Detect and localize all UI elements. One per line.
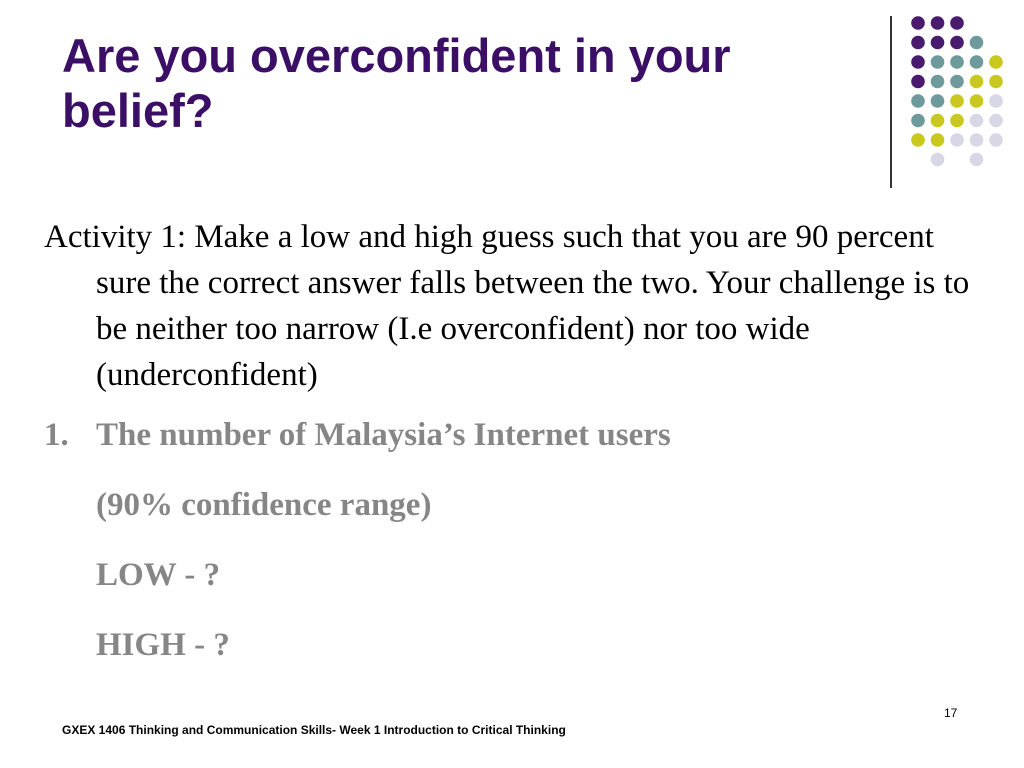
- question-text: The number of Malaysia’s Internet users: [96, 417, 671, 453]
- decorative-dot-lime: [931, 133, 945, 147]
- decorative-dot-lime: [970, 75, 984, 89]
- decorative-dot-purple: [950, 36, 964, 50]
- decorative-dot-lime: [931, 114, 945, 128]
- slide-footer: GXEX 1406 Thinking and Communication Skills- Week 1 Introduction to Critical Thinking: [62, 723, 566, 737]
- decorative-dot-lime: [989, 75, 1003, 89]
- decorative-dot-teal: [950, 75, 964, 89]
- question-item: [44, 412, 974, 458]
- decorative-dot-lavender: [970, 153, 984, 167]
- decorative-dot-purple: [911, 16, 925, 30]
- decorative-dot-lavender: [989, 133, 1003, 147]
- decorative-dot-purple: [911, 36, 925, 50]
- decorative-dot-lime: [950, 114, 964, 128]
- decorative-dot-lime: [950, 94, 964, 108]
- decorative-dot-lavender: [970, 114, 984, 128]
- slide-body: [44, 214, 974, 668]
- decorative-dot-teal: [970, 36, 984, 50]
- decorative-dot-teal: [931, 55, 945, 69]
- low-guess-line: LOW - ?: [96, 557, 221, 593]
- activity-paragraph: Activity 1: Make a low and high guess such that you are 90 percent sure the correct answer falls between the two. Your challenge is to be neither too narrow (I.e overconfident) nor too wide (underconfident): [44, 219, 970, 393]
- decorative-dot-lime: [970, 94, 984, 108]
- dot-grid-decoration: [0, 0, 1024, 200]
- decorative-dot-lavender: [950, 133, 964, 147]
- decorative-dot-lavender: [989, 114, 1003, 128]
- decorative-dot-lavender: [970, 133, 984, 147]
- page-number: 17: [944, 706, 958, 720]
- decorative-dot-teal: [911, 94, 925, 108]
- decorative-dot-purple: [931, 36, 945, 50]
- slide-title: Are you overconfident in your belief?: [62, 29, 731, 137]
- confidence-range-line: (90% confidence range): [96, 487, 432, 523]
- decorative-dot-purple: [911, 75, 925, 89]
- decorative-dot-purple: [931, 16, 945, 30]
- high-guess-line: HIGH - ?: [96, 627, 230, 663]
- question-number: 1.: [44, 417, 69, 453]
- decorative-dot-purple: [950, 16, 964, 30]
- decorative-dot-teal: [950, 55, 964, 69]
- decorative-dot-purple: [911, 55, 925, 69]
- decorative-dot-teal: [970, 55, 984, 69]
- decorative-dot-teal: [931, 94, 945, 108]
- decorative-dot-teal: [911, 114, 925, 128]
- decorative-dot-lavender: [931, 153, 945, 167]
- decorative-dot-lavender: [989, 94, 1003, 108]
- decorative-dot-lime: [989, 55, 1003, 69]
- decorative-dot-lime: [911, 133, 925, 147]
- decorative-dot-teal: [931, 75, 945, 89]
